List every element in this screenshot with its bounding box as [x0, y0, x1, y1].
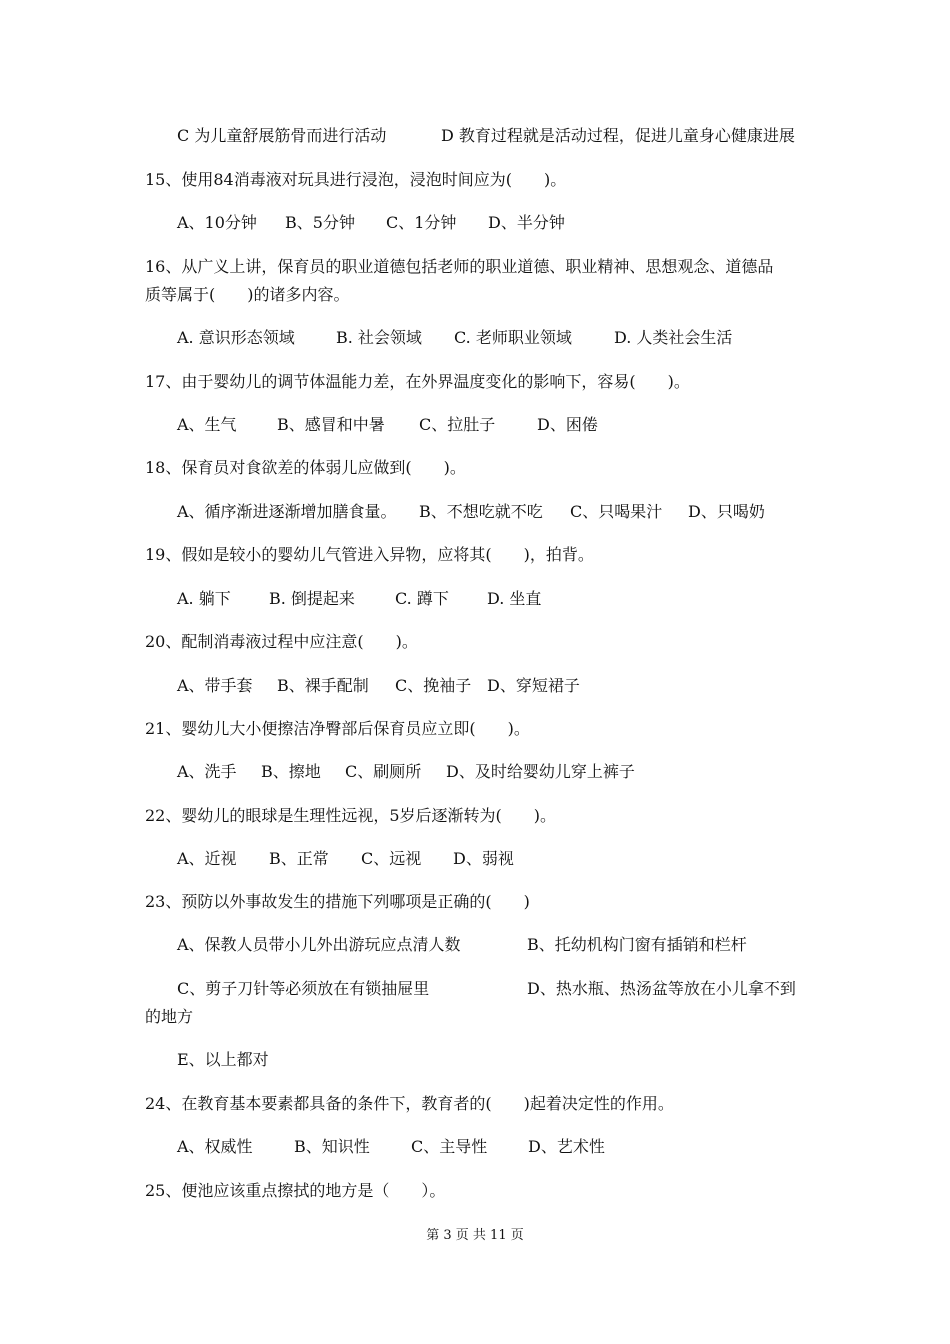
q23-option-a: A、保教人员带小儿外出游玩应点清人数: [177, 935, 461, 954]
q17-option-a: A、生气: [177, 415, 237, 434]
q22-option-a: A、近视: [177, 849, 237, 868]
q21-option-a: A、洗手: [177, 762, 237, 781]
q22-option-b: B、正常: [269, 849, 329, 868]
q18-options: [177, 502, 842, 522]
q19-option-a: A. 躺下: [177, 589, 231, 608]
q21-option-c: C、刷厕所: [345, 762, 422, 781]
q23-options-cd: [177, 979, 842, 999]
q21-option-b: B、擦地: [261, 762, 321, 781]
q24-option-a: A、权威性: [177, 1137, 253, 1156]
q15-option-c: C、1分钟: [386, 213, 457, 232]
q18-option-c: C、只喝果汁: [570, 502, 663, 521]
q20-stem: 20、配制消毒液过程中应注意( )。: [145, 632, 418, 651]
q19-options: [177, 589, 842, 609]
q21-options: [177, 762, 842, 782]
q19-option-c: C. 蹲下: [395, 589, 449, 608]
q21-stem: 21、婴幼儿大小便擦洁净臀部后保育员应立即( )。: [145, 719, 530, 738]
q18-option-b: B、不想吃就不吃: [419, 502, 543, 521]
q18-option-a: A、循序渐进逐渐增加膳食量。: [177, 502, 397, 521]
q17-options: [177, 415, 842, 435]
q23-option-b: B、托幼机构门窗有插销和栏杆: [527, 935, 747, 954]
q17-option-d: D、困倦: [537, 415, 598, 434]
q17-option-c: C、拉肚子: [419, 415, 496, 434]
q20-option-b: B、裸手配制: [277, 676, 369, 695]
q19-option-b: B. 倒提起来: [269, 589, 355, 608]
q16-option-a: A. 意识形态领域: [177, 328, 295, 347]
q14-options: [177, 126, 842, 146]
q23-option-d-continued: 的地方: [145, 1007, 194, 1026]
q17-option-b: B、感冒和中暑: [277, 415, 385, 434]
q17-stem: 17、由于婴幼儿的调节体温能力差，在外界温度变化的影响下，容易( )。: [145, 372, 690, 391]
q24-options: [177, 1137, 842, 1157]
q16-stem-line1: 16、从广义上讲，保育员的职业道德包括老师的职业道德、职业精神、思想观念、道德品: [145, 257, 774, 276]
q16-option-c: C. 老师职业领域: [454, 328, 572, 347]
q24-option-c: C、主导性: [411, 1137, 488, 1156]
q20-option-c: C、挽袖子: [395, 676, 472, 695]
q22-option-d: D、弱视: [453, 849, 514, 868]
q14-option-c: C 为儿童舒展筋骨而进行活动: [177, 126, 387, 145]
q20-options: [177, 676, 842, 696]
q15-stem: 15、使用84消毒液对玩具进行浸泡，浸泡时间应为( )。: [145, 170, 567, 189]
q24-stem: 24、在教育基本要素都具备的条件下，教育者的( )起着决定性的作用。: [145, 1094, 674, 1113]
q23-option-e: E、以上都对: [177, 1050, 269, 1069]
q20-option-d: D、穿短裙子: [487, 676, 580, 695]
q23-options-ab: [177, 935, 842, 955]
q16-option-b: B. 社会领域: [336, 328, 422, 347]
q16-options: [177, 328, 842, 348]
q19-option-d: D. 坐直: [487, 589, 542, 608]
q21-option-d: D、及时给婴幼儿穿上裤子: [446, 762, 635, 781]
q15-option-a: A、10分钟: [177, 213, 257, 232]
q23-stem: 23、预防以外事故发生的措施下列哪项是正确的( ): [145, 892, 530, 911]
q18-stem: 18、保育员对食欲差的体弱儿应做到( )。: [145, 458, 466, 477]
q22-option-c: C、远视: [361, 849, 422, 868]
q15-option-b: B、5分钟: [285, 213, 355, 232]
q23-option-d: D、热水瓶、热汤盆等放在小儿拿不到: [527, 979, 796, 998]
q25-stem: 25、便池应该重点擦拭的地方是（ ）。: [145, 1181, 446, 1200]
page-footer: 第 3 页 共 11 页: [426, 1228, 524, 1243]
q15-option-d: D、半分钟: [488, 213, 565, 232]
q18-option-d: D、只喝奶: [688, 502, 765, 521]
q24-option-b: B、知识性: [294, 1137, 370, 1156]
q16-stem-line2: 质等属于( )的诸多内容。: [145, 285, 350, 304]
q20-option-a: A、带手套: [177, 676, 253, 695]
q15-options: [177, 213, 842, 233]
q19-stem: 19、假如是较小的婴幼儿气管进入异物，应将其( )，拍背。: [145, 545, 594, 564]
q22-options: [177, 849, 842, 869]
q14-option-d: D 教育过程就是活动过程，促进儿童身心健康进展: [441, 126, 795, 145]
q16-option-d: D. 人类社会生活: [614, 328, 733, 347]
q24-option-d: D、艺术性: [528, 1137, 605, 1156]
q23-option-c: C、剪子刀针等必须放在有锁抽屉里: [177, 979, 430, 998]
q22-stem: 22、婴幼儿的眼球是生理性远视，5岁后逐渐转为( )。: [145, 806, 557, 825]
